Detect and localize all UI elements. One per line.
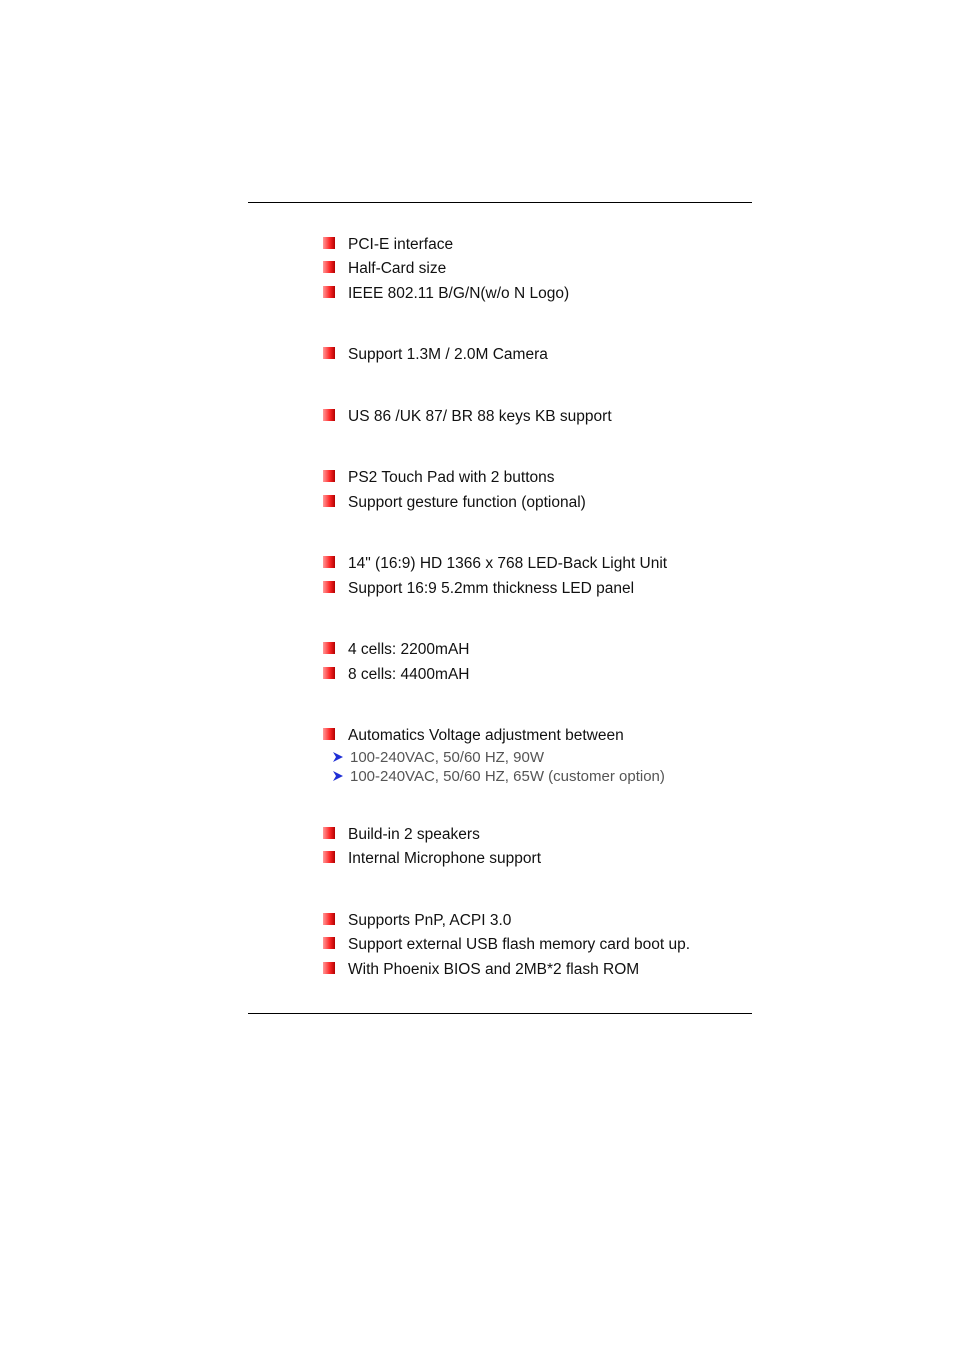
spec-item-battery-4cell (323, 640, 469, 660)
spec-subitem-90w (332, 747, 544, 767)
spec-item-bios (323, 960, 639, 980)
spec-item-label: Internal Microphone support (348, 850, 542, 867)
red-square-bullet-icon (323, 962, 335, 974)
spec-item-label: 14" (16:9) HD 1366 x 768 LED-Back Light Unit (348, 555, 668, 572)
spec-item-microphone (323, 849, 541, 869)
red-square-bullet-icon (323, 851, 335, 863)
spec-item-label: PS2 Touch Pad with 2 buttons (348, 469, 555, 486)
spec-item-touchpad (323, 468, 555, 488)
spec-item-display (323, 554, 667, 574)
spec-item-label: IEEE 802.11 B/G/N(w/o N Logo) (348, 285, 570, 302)
spec-item-label: 8 cells: 4400mAH (348, 666, 470, 683)
red-square-bullet-icon (323, 667, 335, 679)
spec-item-battery-8cell (323, 665, 469, 685)
red-square-bullet-icon (323, 347, 335, 359)
spec-item-pcie (323, 235, 453, 255)
bottom-rule (248, 1013, 752, 1014)
spec-item-label: Automatics Voltage adjustment between (348, 727, 624, 744)
red-square-bullet-icon (323, 642, 335, 654)
spec-item-camera (323, 345, 548, 365)
spec-item-label: Supports PnP, ACPI 3.0 (348, 912, 512, 929)
spec-item-label: Support 16:9 5.2mm thickness LED panel (348, 580, 635, 597)
spec-item-label: Support gesture function (optional) (348, 494, 586, 511)
top-rule (248, 202, 752, 203)
spec-item-keyboard (323, 407, 612, 427)
spec-item-label: US 86 /UK 87/ BR 88 keys KB support (348, 408, 612, 425)
spec-item-label: With Phoenix BIOS and 2MB*2 flash ROM (348, 961, 640, 978)
red-square-bullet-icon (323, 937, 335, 949)
spec-subitem-65w (332, 766, 665, 786)
spec-item-pnp (323, 911, 511, 931)
spec-item-gesture (323, 493, 586, 513)
spec-item-label: PCI-E interface (348, 236, 454, 253)
spec-item-voltage (323, 726, 624, 746)
spec-item-half-card (323, 259, 446, 279)
red-square-bullet-icon (323, 286, 335, 298)
red-square-bullet-icon (323, 581, 335, 593)
red-square-bullet-icon (323, 827, 335, 839)
arrowhead-bullet-icon (332, 751, 344, 763)
spec-subitem-label: 100-240VAC, 50/60 HZ, 65W (customer option) (350, 767, 665, 785)
red-square-bullet-icon (323, 913, 335, 925)
red-square-bullet-icon (323, 261, 335, 273)
red-square-bullet-icon (323, 728, 335, 740)
spec-item-label: Build-in 2 speakers (348, 826, 480, 843)
spec-item-label: Support 1.3M / 2.0M Camera (348, 346, 548, 363)
red-square-bullet-icon (323, 495, 335, 507)
red-square-bullet-icon (323, 237, 335, 249)
spec-item-label: 4 cells: 2200mAH (348, 641, 470, 658)
red-square-bullet-icon (323, 409, 335, 421)
arrowhead-bullet-icon (332, 770, 344, 782)
spec-subitem-label: 100-240VAC, 50/60 HZ, 90W (350, 748, 544, 766)
red-square-bullet-icon (323, 470, 335, 482)
spec-item-speakers (323, 825, 480, 845)
spec-item-label: Half-Card size (348, 260, 447, 277)
spec-item-usb-boot (323, 935, 690, 955)
spec-item-panel (323, 579, 634, 599)
spec-item-label: Support external USB flash memory card boot up. (348, 936, 691, 953)
red-square-bullet-icon (323, 556, 335, 568)
spec-item-ieee (323, 284, 569, 304)
